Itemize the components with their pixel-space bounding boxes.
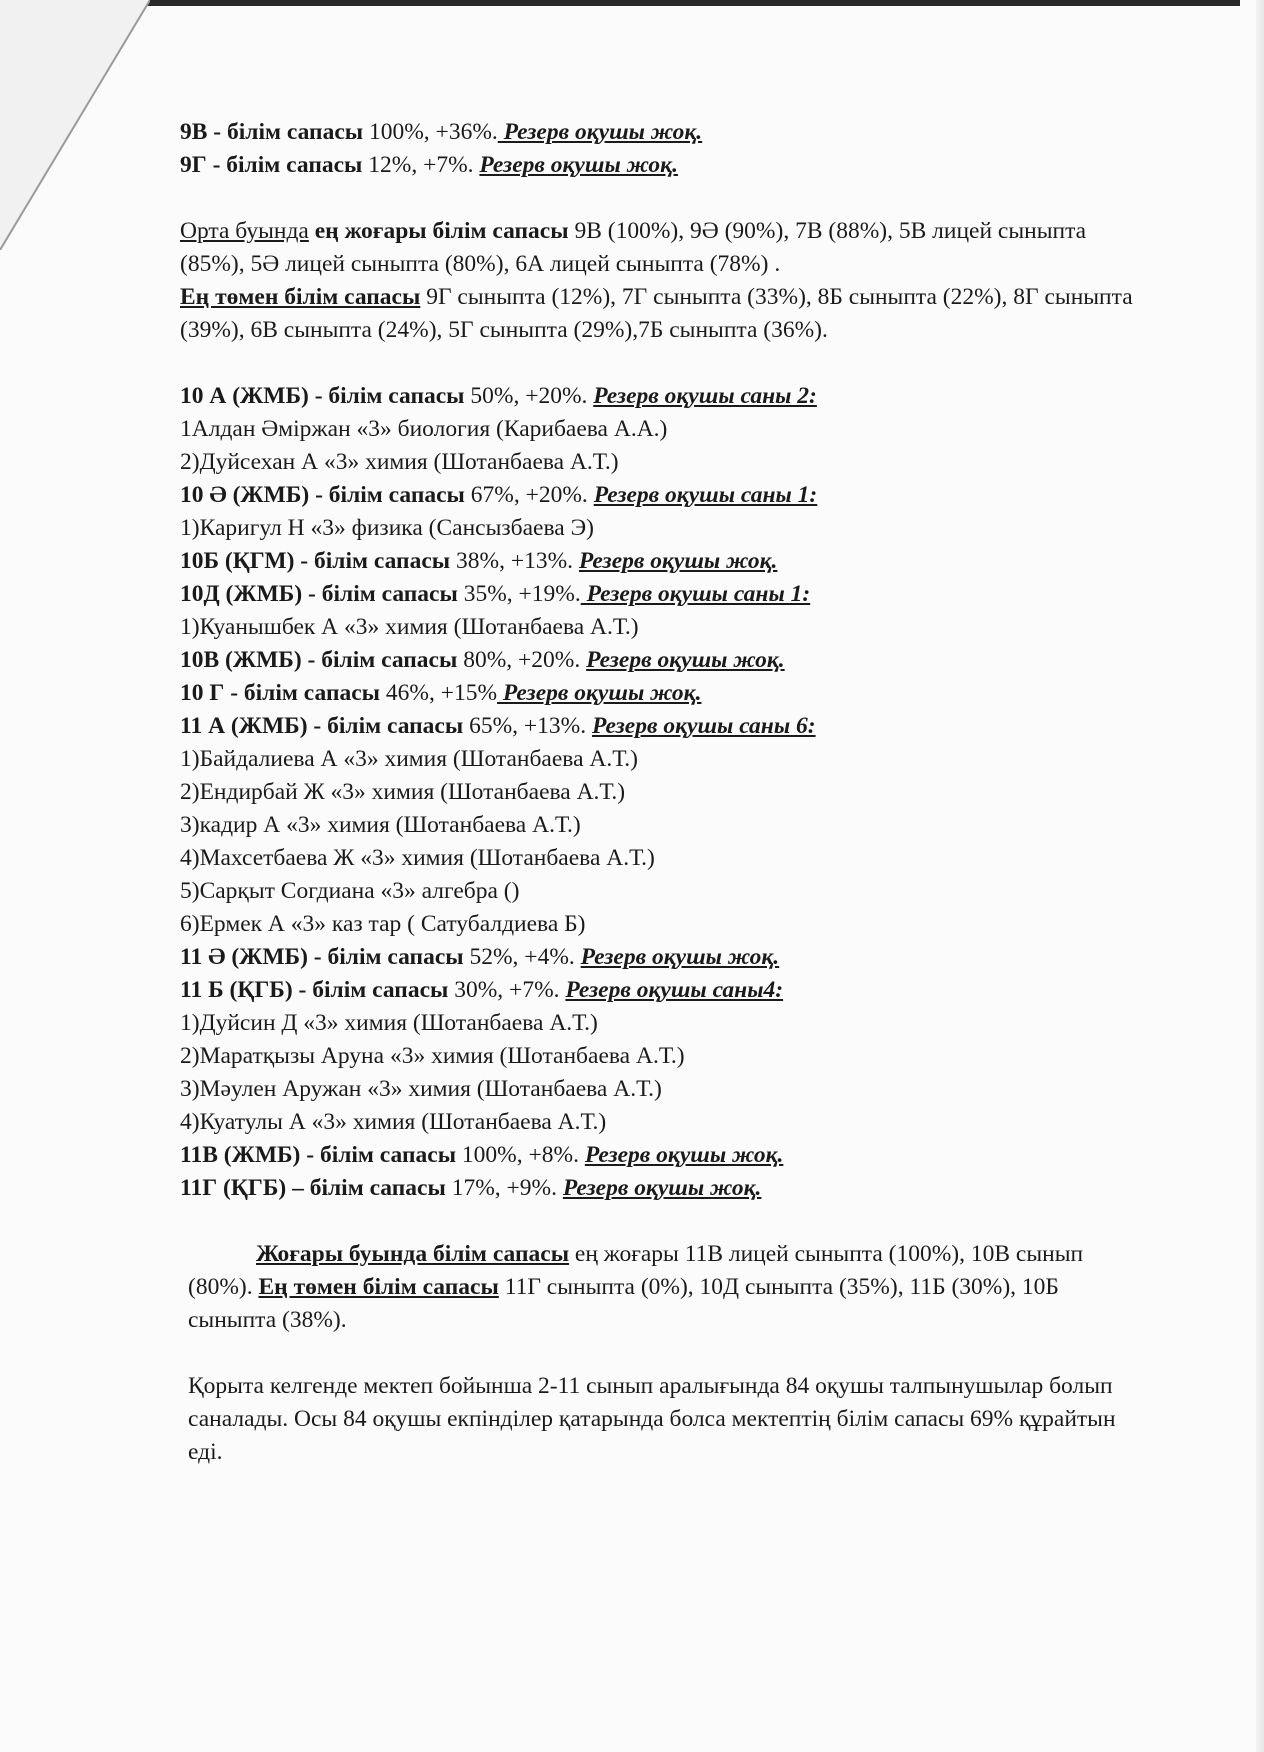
class-result-line — [180, 710, 1150, 743]
conclusion-text: Қорыта келгенде мектеп бойынша 2-11 сынып аралығында 84 оқушы талпынушылар болып саналады. Осы 84 оқушы екпінділер қатарында болса мектептің білім сапасы 69% құрайтын еді. — [188, 1373, 1116, 1465]
reserve-student-line — [180, 1007, 1150, 1040]
quality-label: білім сапасы — [327, 944, 464, 970]
high-level-best-text: ең жоғары 11В лицей сыныпта (100%), 10В сынып (80%). — [188, 1241, 1084, 1300]
reserve-note: Резерв оқушы саны 1: — [580, 581, 811, 607]
quality-label: білім сапасы — [309, 1175, 446, 1201]
reserve-student-line — [180, 908, 1150, 941]
class-result-line — [180, 380, 1150, 413]
student-entry: 2)Маратқызы Аруна «3» химия (Шотанбаева А.Т.) — [180, 1043, 685, 1069]
quality-value: 52%, +4%. — [463, 944, 581, 970]
quality-label: білім сапасы — [226, 152, 363, 178]
class-name: 11 Б (ҚГБ) - — [180, 977, 313, 1003]
scan-right-edge — [1256, 0, 1264, 1752]
high-level-summary — [180, 1238, 1143, 1337]
student-entry: 1)Каригул Н «3» физика (Сансызбаева Э) — [180, 515, 594, 541]
class-name: 11В (ЖМБ) - — [180, 1142, 320, 1168]
quality-value: 17%, +9%. — [445, 1175, 563, 1201]
reserve-note: Резерв оқушы жоқ. — [562, 1175, 762, 1201]
class-result-line — [180, 116, 1150, 149]
quality-label: білім сапасы — [314, 548, 451, 574]
student-entry: 5)Сарқыт Согдиана «3» алгебра () — [180, 878, 520, 904]
reserve-student-line — [180, 875, 1150, 908]
spacer — [180, 1337, 1150, 1370]
best-quality-label: ең жоғары білім сапасы — [308, 218, 569, 244]
reserve-note: Резерв оқушы жоқ. — [580, 944, 780, 970]
student-entry: 3)Мәулен Аружан «3» химия (Шотанбаева А.Т.) — [180, 1076, 662, 1102]
class-name: 11 Ә (ЖМБ) - — [180, 944, 328, 970]
reserve-student-line — [180, 446, 1150, 479]
student-entry: 6)Ермек А «3» каз тар ( Сатубалдиева Б) — [180, 911, 586, 937]
student-entry: 1)Байдалиева А «3» химия (Шотанбаева А.Т.) — [180, 746, 638, 772]
quality-value: 12%, +7%. — [362, 152, 480, 178]
quality-value: 30%, +7%. — [448, 977, 566, 1003]
worst-quality-label: Ең төмен білім сапасы — [180, 284, 421, 310]
quality-value: 38%, +13%. — [450, 548, 579, 574]
class-result-line — [180, 941, 1150, 974]
corner-fold-mark — [0, 0, 150, 250]
reserve-note: Резерв оқушы жоқ. — [584, 1142, 784, 1168]
senior-class-list — [180, 380, 1150, 1205]
reserve-note: Резерв оқушы жоқ. — [497, 680, 702, 706]
best-quality-text: 9В (100%), 9Ә (90%), 7В (88%), 5В лицей сыныпта (85%), 5Ә лицей сыныпта (80%), 6А лицей сыныпта (78%) . — [180, 218, 1087, 277]
quality-value: 100%, +8%. — [456, 1142, 585, 1168]
middle-level-summary — [180, 215, 1140, 347]
high-level-worst-label: Ең төмен білім сапасы — [258, 1274, 499, 1300]
middle-level-label: Орта буында — [180, 218, 309, 244]
quality-value: 35%, +19%. — [457, 581, 581, 607]
reserve-student-line — [180, 413, 1150, 446]
class-name: 10Д (ЖМБ) - — [180, 581, 322, 607]
spacer — [180, 347, 1150, 380]
high-level-worst-text: 11Г сыныпта (0%), 10Д сыныпта (35%), 11Б (30%), 10Б сыныпта (38%). — [188, 1274, 1059, 1333]
class-result-line — [180, 578, 1150, 611]
high-level-label: Жоғары буында білім сапасы — [256, 1241, 570, 1267]
reserve-note: Резерв оқушы жоқ. — [479, 152, 678, 178]
class-result-line — [180, 1172, 1150, 1205]
student-entry: 1)Куанышбек А «3» химия (Шотанбаева А.Т.) — [180, 614, 639, 640]
reserve-note: Резерв оқушы жоқ. — [586, 647, 785, 673]
document-body — [180, 116, 1150, 1469]
conclusion-paragraph — [180, 1370, 1148, 1469]
quality-value: 65%, +13%. — [463, 713, 592, 739]
student-entry: 4)Махсетбаева Ж «3» химия (Шотанбаева А.Т.) — [180, 845, 655, 871]
student-entry: 4)Куатулы А «3» химия (Шотанбаева А.Т.) — [180, 1109, 607, 1135]
student-entry: 1Алдан Әміржан «3» биология (Карибаева А.А.) — [180, 416, 668, 442]
quality-value: 46%, +15% — [380, 680, 498, 706]
student-entry: 2)Ендирбай Ж «3» химия (Шотанбаева А.Т.) — [180, 779, 626, 805]
quality-label: білім сапасы — [321, 581, 458, 607]
reserve-note: Резерв оқушы саны 2: — [593, 383, 817, 409]
reserve-student-line — [180, 776, 1150, 809]
quality-label: білім сапасы — [327, 713, 464, 739]
class-result-line — [180, 677, 1150, 710]
class-name: 10 Ә (ЖМБ) - — [180, 482, 329, 508]
quality-value: 50%, +20%. — [464, 383, 594, 409]
class-result-line — [180, 974, 1150, 1007]
scan-top-edge — [140, 0, 1240, 6]
class-name: 10 А (ЖМБ) - — [180, 383, 329, 409]
quality-label: білім сапасы — [328, 482, 465, 508]
spacer — [180, 182, 1150, 215]
reserve-student-line — [180, 512, 1150, 545]
reserve-student-line — [180, 611, 1150, 644]
class-result-line — [180, 545, 1150, 578]
worst-quality-text: 9Г сыныпта (12%), 7Г сыныпта (33%), 8Б сыныпта (22%), 8Г сыныпта (39%), 6В сыныпта (24%), 5Г сыныпта (29%),7Б сыныпта (36%). — [180, 284, 1133, 343]
class-name: 9Г - — [180, 152, 227, 178]
quality-label: білім сапасы — [227, 119, 364, 145]
student-entry: 3)кадир А «3» химия (Шотанбаева А.Т.) — [180, 812, 581, 838]
class-result-line — [180, 149, 1150, 182]
reserve-student-line — [180, 1073, 1150, 1106]
student-entry: 2)Дуйсехан А «3» химия (Шотанбаева А.Т.) — [180, 449, 619, 475]
reserve-student-line — [180, 842, 1150, 875]
reserve-student-line — [180, 809, 1150, 842]
class-result-line — [180, 644, 1150, 677]
class-name: 9В - — [180, 119, 227, 145]
class-result-line — [180, 1139, 1150, 1172]
class-result-line — [180, 479, 1150, 512]
reserve-student-line — [180, 743, 1150, 776]
reserve-note: Резерв оқушы саны 6: — [592, 713, 816, 739]
quality-label: білім сапасы — [328, 383, 465, 409]
class-name: 10В (ЖМБ) - — [180, 647, 322, 673]
quality-value: 100%, +36%. — [363, 119, 498, 145]
class-name: 10Б (ҚГМ) - — [180, 548, 315, 574]
reserve-note: Резерв оқушы жоқ. — [578, 548, 778, 574]
quality-label: білім сапасы — [319, 1142, 457, 1168]
quality-label: білім сапасы — [321, 647, 458, 673]
class-name: 11Г (ҚГБ) – — [180, 1175, 310, 1201]
quality-value: 80%, +20%. — [457, 647, 587, 673]
reserve-student-line — [180, 1040, 1150, 1073]
spacer — [180, 1205, 1150, 1238]
reserve-note: Резерв оқушы саны 1: — [593, 482, 818, 508]
quality-value: 67%, +20%. — [464, 482, 594, 508]
class-name: 10 Г - — [180, 680, 244, 706]
quality-label: білім сапасы — [243, 680, 381, 706]
reserve-note: Резерв оқушы жоқ. — [497, 119, 703, 145]
reserve-student-line — [180, 1106, 1150, 1139]
student-entry: 1)Дуйсин Д «3» химия (Шотанбаева А.Т.) — [180, 1010, 598, 1036]
reserve-note: Резерв оқушы саны4: — [565, 977, 784, 1003]
quality-label: білім сапасы — [312, 977, 449, 1003]
class-name: 11 А (ЖМБ) - — [180, 713, 328, 739]
